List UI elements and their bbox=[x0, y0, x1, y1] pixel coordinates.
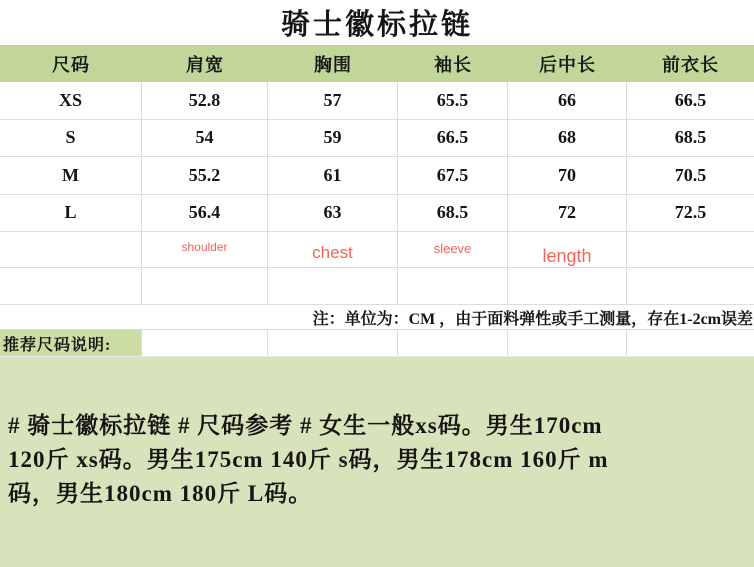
size-cell: L bbox=[0, 195, 142, 232]
header-shoulder: 肩宽 bbox=[186, 54, 224, 75]
value-cell: 70 bbox=[508, 157, 627, 194]
empty-cell bbox=[268, 330, 398, 356]
label-sleeve: sleeve bbox=[398, 232, 508, 267]
value-cell: 63 bbox=[268, 195, 398, 232]
empty-cell bbox=[268, 268, 398, 304]
value-cell: 66 bbox=[508, 82, 627, 119]
empty-cell bbox=[0, 268, 142, 304]
value-cell: 61 bbox=[268, 157, 398, 194]
value-cell: 56.4 bbox=[142, 195, 268, 232]
value-cell: 72.5 bbox=[674, 202, 707, 223]
table-row-s bbox=[0, 120, 754, 158]
header-sleeve: 袖长 bbox=[434, 54, 472, 75]
empty-cell bbox=[508, 330, 627, 356]
unit-note: 注：单位为：CM ，由于面料弹性或手工测量，存在1-2cm误差 bbox=[312, 310, 753, 328]
title-band bbox=[0, 0, 754, 45]
description-line: 120斤 xs码。男生175cm 140斤 s码，男生178cm 160斤 m bbox=[8, 447, 609, 472]
value-cell: 66.5 bbox=[398, 120, 508, 157]
spacer-row bbox=[0, 268, 754, 305]
header-chest: 胸围 bbox=[314, 54, 352, 75]
english-labels-row bbox=[0, 232, 754, 268]
label-chest: chest bbox=[268, 232, 398, 267]
value-cell: 67.5 bbox=[398, 157, 508, 194]
value-cell: 54 bbox=[142, 120, 268, 157]
empty-cell bbox=[508, 268, 627, 304]
table-header-row bbox=[0, 45, 754, 82]
value-cell: 68.5 bbox=[674, 127, 707, 148]
description-line: 码，男生180cm 180斤 L码。 bbox=[8, 481, 313, 506]
table-row-l bbox=[0, 195, 754, 233]
value-cell: 57 bbox=[268, 82, 398, 119]
value-cell: 70.5 bbox=[674, 164, 707, 185]
label-length: length bbox=[508, 232, 627, 267]
value-cell: 65.5 bbox=[398, 82, 508, 119]
description-line: # 骑士徽标拉链 # 尺码参考 # 女生一般xs码。男生170cm bbox=[8, 413, 603, 438]
header-back-length: 后中长 bbox=[539, 54, 596, 75]
size-cell: S bbox=[0, 120, 142, 157]
value-cell: 59 bbox=[268, 120, 398, 157]
size-cell: XS bbox=[0, 82, 142, 119]
header-size: 尺码 bbox=[52, 54, 90, 75]
empty-cell bbox=[627, 268, 754, 304]
empty-cell bbox=[398, 330, 508, 356]
value-cell: 66.5 bbox=[674, 89, 707, 110]
value-cell: 72 bbox=[508, 195, 627, 232]
value-cell: 55.2 bbox=[142, 157, 268, 194]
header-front-length: 前衣长 bbox=[662, 54, 719, 75]
label-shoulder: shoulder bbox=[142, 232, 268, 267]
product-title: 骑士徽标拉链 bbox=[280, 9, 473, 41]
empty-cell bbox=[627, 232, 754, 267]
empty-cell bbox=[627, 330, 754, 356]
empty-cell bbox=[398, 268, 508, 304]
size-cell: M bbox=[0, 157, 142, 194]
size-recommendation-text bbox=[0, 357, 754, 567]
unit-note-row bbox=[0, 305, 754, 330]
value-cell: 68 bbox=[508, 120, 627, 157]
value-cell: 68.5 bbox=[398, 195, 508, 232]
empty-cell bbox=[0, 232, 142, 267]
recommend-row bbox=[0, 330, 754, 357]
empty-cell bbox=[142, 268, 268, 304]
table-row-m bbox=[0, 157, 754, 195]
value-cell: 52.8 bbox=[142, 82, 268, 119]
recommend-label: 推荐尺码说明: bbox=[0, 330, 142, 356]
empty-cell bbox=[142, 330, 268, 356]
table-row-xs bbox=[0, 82, 754, 120]
